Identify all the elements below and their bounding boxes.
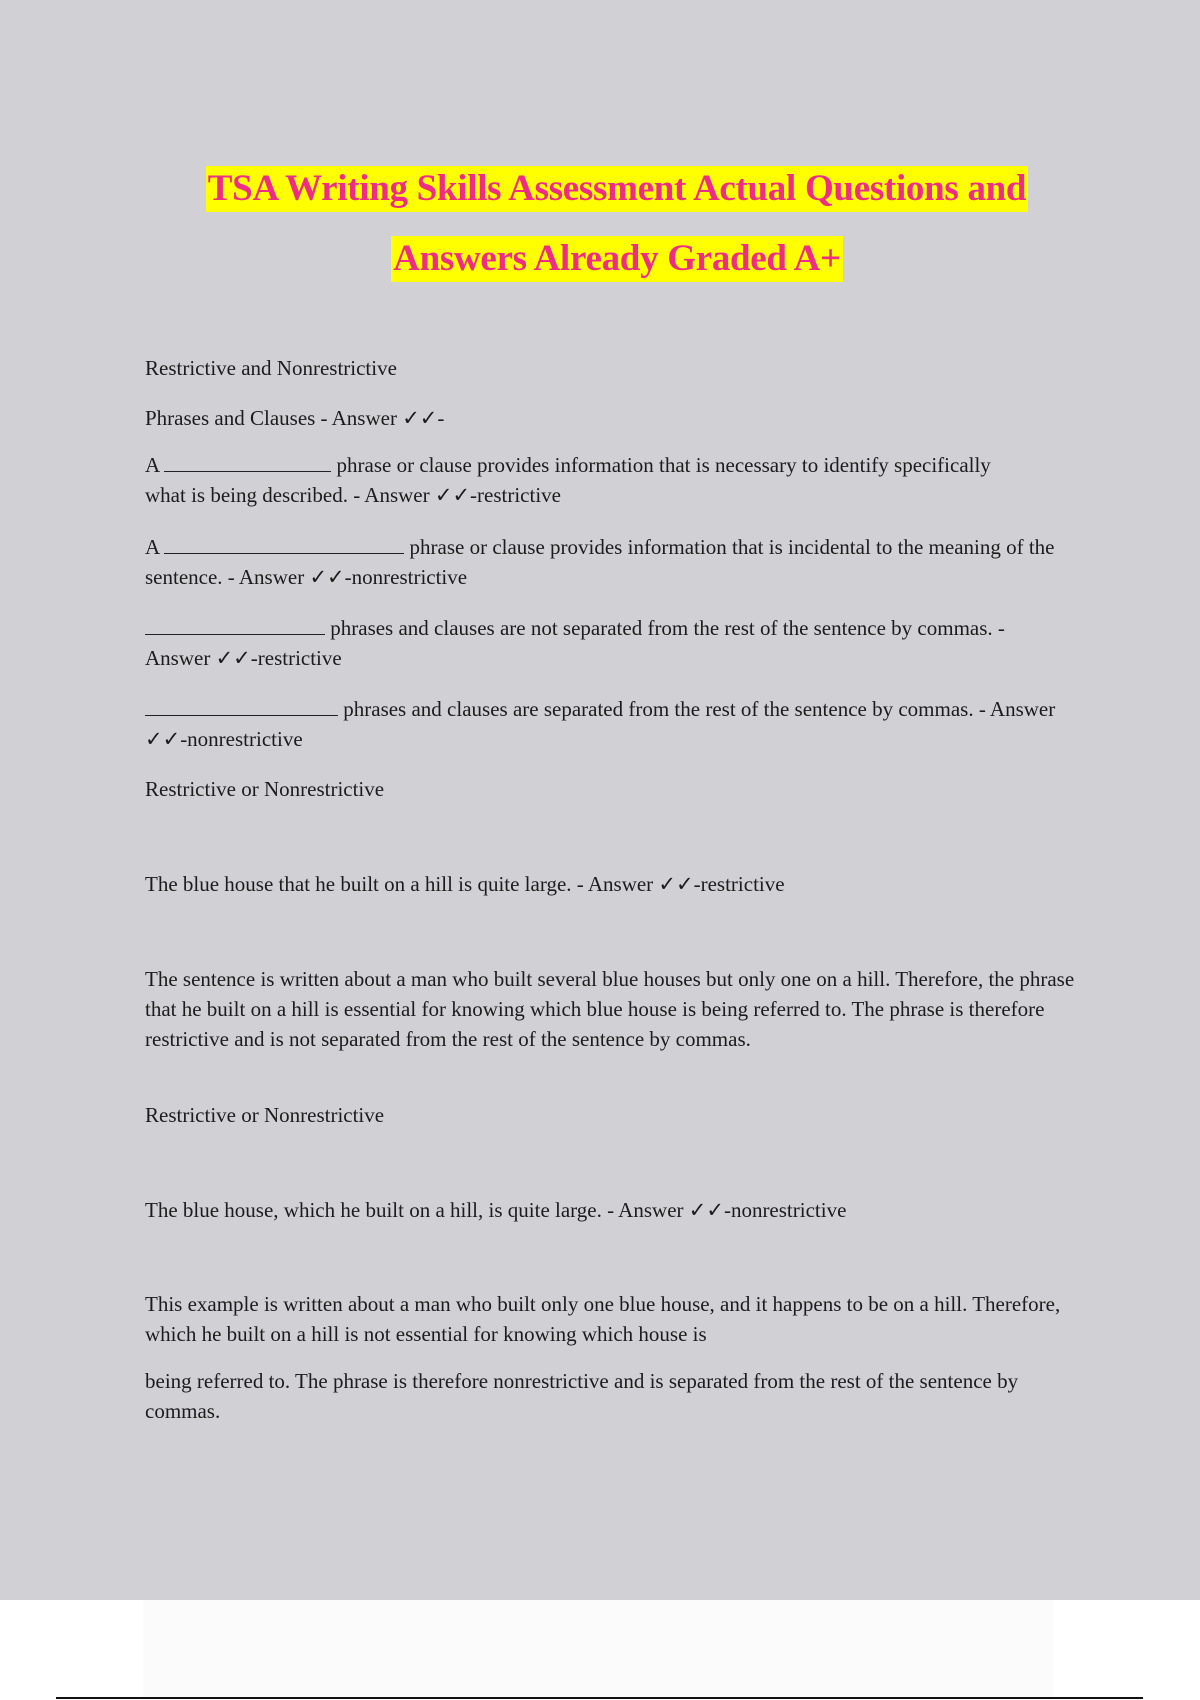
question-1-text: phrase or clause provides information that is necessary to identify specifically what is being described. - Answer ✓✓-restrictive [145, 453, 991, 507]
question-2 [145, 532, 1065, 592]
answer-blank [164, 537, 404, 554]
document-title [0, 166, 1200, 282]
question-4 [145, 694, 1095, 754]
example-sentence-2: The blue house, which he built on a hill, is quite large. - Answer ✓✓-nonrestrictive [145, 1198, 847, 1222]
explanation-2-part-1: This example is written about a man who built only one blue house, and it happens to be on a hill. Therefore, which he built on a hill is not essential for knowing which house is [145, 1292, 1061, 1346]
footer-rule [56, 1697, 1143, 1699]
question-2-text: phrase or clause provides information that is incidental to the meaning of the sentence. - Answer ✓✓-nonrestrictive [145, 535, 1055, 589]
question-4-text: phrases and clauses are separated from the rest of the sentence by commas. - Answer ✓✓-nonrestrictive [145, 697, 1056, 751]
section-heading: Restrictive and Nonrestrictive [145, 356, 397, 380]
question-2-prefix: A [145, 535, 160, 559]
title-line-2: Answers Already Graded A+ [391, 236, 843, 282]
answer-blank [164, 455, 331, 472]
answer-blank [145, 699, 338, 716]
section-heading: Restrictive or Nonrestrictive [145, 1103, 385, 1127]
section-heading: Restrictive or Nonrestrictive [145, 777, 385, 801]
question-1-prefix: A [145, 453, 160, 477]
question-3-text: phrases and clauses are not separated from the rest of the sentence by commas. - Answer ✓✓-restrictive [145, 616, 1005, 670]
title-line-1: TSA Writing Skills Assessment Actual Questions and [206, 166, 1028, 212]
explanation-2-part-2: being referred to. The phrase is therefore nonrestrictive and is separated from the rest of the sentence by commas. [145, 1369, 1019, 1423]
question-1 [145, 450, 1005, 510]
example-sentence-1: The blue house that he built on a hill is quite large. - Answer ✓✓-restrictive [145, 872, 785, 896]
section-subheading: Phrases and Clauses - Answer ✓✓- [145, 406, 445, 430]
explanation-1: The sentence is written about a man who built several blue houses but only one on a hill. Therefore, the phrase that he built on a hill is essential for knowing which blue house is being referred to. The phrase is therefore restrictive and is not separated from the rest of the sentence by commas. [145, 967, 1075, 1051]
question-3 [145, 613, 1045, 673]
answer-blank [145, 618, 325, 635]
page-footer-area [143, 1600, 1053, 1700]
